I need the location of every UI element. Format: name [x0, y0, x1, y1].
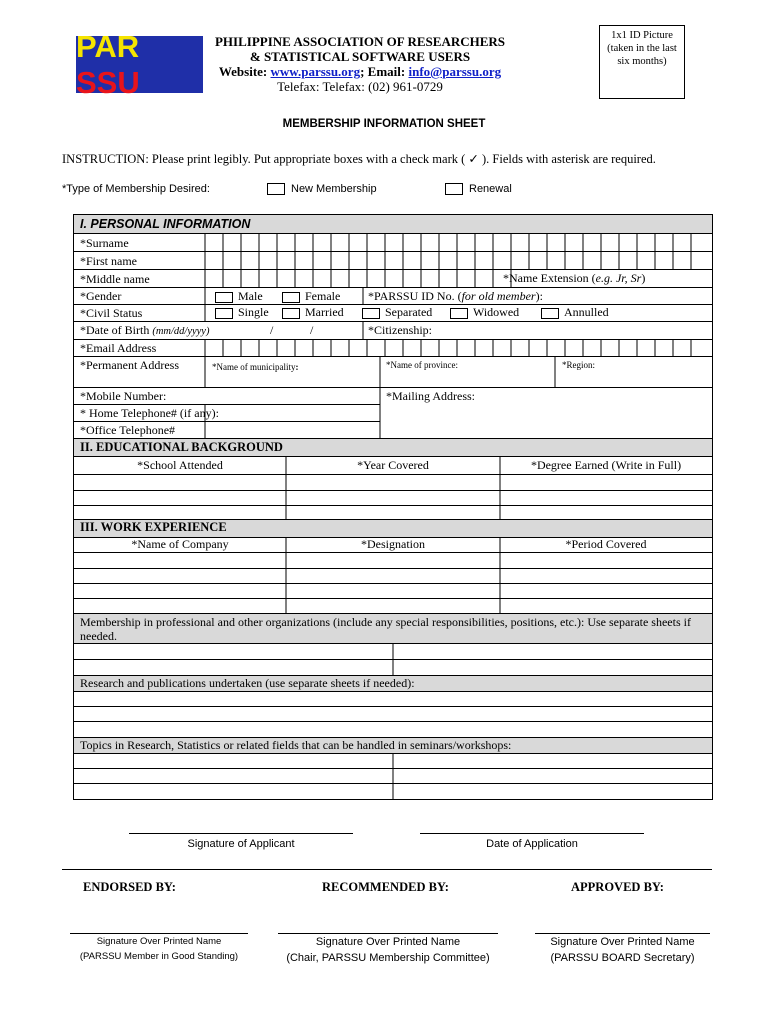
id-picture-box [599, 25, 685, 99]
separated-label: Separated [385, 305, 433, 319]
female-checkbox[interactable] [282, 292, 300, 303]
applicant-signature-line [129, 833, 353, 834]
membership-orgs-label: Membership in professional and other organizations (include any special responsibilities, positions, etc.): Use separate sheets if needed. [80, 615, 691, 643]
separated-checkbox[interactable] [362, 308, 380, 319]
mailing-address-label: *Mailing Address: [386, 389, 475, 403]
first-name-label: *First name [80, 254, 137, 268]
divider [62, 869, 712, 870]
recommended-sig-name: Signature Over Printed Name [315, 936, 461, 948]
parssu-id-label [368, 289, 543, 303]
date-line [420, 833, 644, 834]
period-covered-header: *Period Covered [565, 537, 647, 551]
permanent-address-label: *Permanent Address [80, 358, 179, 372]
approved-signature-line [535, 933, 710, 934]
renewal-option[interactable] [445, 183, 512, 195]
mobile-label: *Mobile Number: [80, 389, 167, 403]
office-telephone-label: *Office Telephone# [80, 423, 176, 437]
dob-format: (mm/dd/yyyy) [152, 326, 210, 337]
personal-info-heading: I. PERSONAL INFORMATION [80, 217, 251, 231]
sheet-title: MEMBERSHIP INFORMATION SHEET [282, 118, 486, 130]
new-membership-option[interactable] [267, 183, 377, 195]
company-name-header: *Name of Company [131, 537, 229, 551]
married-checkbox[interactable] [282, 308, 300, 319]
name-extension-text: *Name Extension ( [503, 271, 596, 285]
date-application-label: Date of Application [486, 838, 578, 850]
membership-type-label: *Type of Membership Desired: [62, 183, 210, 195]
dob-label [80, 323, 209, 339]
designation-header: *Designation [361, 537, 425, 551]
citizenship-label: *Citizenship: [368, 323, 432, 337]
id-picture-label: 1x1 ID Picture (taken in the last six months) [607, 30, 677, 67]
applicant-signature-label: Signature of Applicant [187, 838, 295, 850]
name-extension-close: ) [641, 271, 646, 285]
org-header [210, 34, 510, 94]
civil-separated-option[interactable] [362, 305, 432, 319]
married-label: Married [305, 305, 344, 319]
civil-single-option[interactable] [215, 305, 269, 319]
widowed-label: Widowed [473, 305, 520, 319]
civil-widowed-option[interactable] [450, 305, 519, 319]
parssu-id-close: ): [535, 289, 543, 303]
logo-text-par: PAR [76, 28, 140, 64]
education-heading: II. EDUCATIONAL BACKGROUND [80, 440, 283, 454]
gender-female-option[interactable] [282, 289, 340, 303]
year-covered-header: *Year Covered [357, 458, 429, 472]
name-extension-label [503, 271, 645, 285]
new-membership-checkbox[interactable] [267, 183, 285, 195]
endorsed-by-label: ENDORSED BY: [83, 880, 176, 894]
logo-text-ssu: SSU [76, 64, 140, 100]
municipality-text: *Name of municipality [212, 362, 296, 372]
parssu-id-text: *PARSSU ID No. ( [368, 289, 462, 303]
email-link[interactable]: info@parssu.org [408, 64, 502, 79]
membership-form [73, 214, 713, 800]
dob-slash-2: / [310, 323, 314, 337]
region-label: *Region: [562, 360, 595, 370]
name-extension-example: e.g. Jr, Sr [595, 271, 642, 285]
civil-annulled-option[interactable] [541, 305, 609, 319]
surname-label: *Surname [80, 236, 129, 250]
telefax: Telefax: Telefax: (02) 961-0729 [277, 79, 443, 94]
org-name-line1: PHILIPPINE ASSOCIATION OF RESEARCHERS [214, 34, 506, 49]
female-label: Female [305, 289, 341, 303]
dob-text: *Date of Birth [80, 323, 153, 337]
widowed-checkbox[interactable] [450, 308, 468, 319]
work-heading: III. WORK EXPERIENCE [80, 520, 227, 534]
recommended-by-label: RECOMMENDED BY: [322, 880, 449, 894]
endorsed-signature-line [70, 933, 248, 934]
single-checkbox[interactable] [215, 308, 233, 319]
approved-by-label: APPROVED BY: [571, 880, 664, 894]
male-label: Male [238, 289, 263, 303]
new-membership-label: New Membership [291, 183, 377, 195]
home-telephone-label: * Home Telephone# (if any): [80, 406, 219, 420]
recommended-signature-line [278, 933, 498, 934]
civil-status-label: *Civil Status [80, 306, 143, 320]
parssu-id-hint: for old member [461, 289, 536, 303]
municipality-label [212, 360, 298, 374]
male-checkbox[interactable] [215, 292, 233, 303]
renewal-checkbox[interactable] [445, 183, 463, 195]
degree-earned-header: *Degree Earned (Write in Full) [530, 458, 682, 472]
research-label: Research and publications undertaken (use separate sheets if needed): [80, 676, 415, 690]
website-link[interactable]: www.parssu.org [270, 64, 361, 79]
parssu-logo [76, 28, 203, 100]
recommended-sig-role: (Chair, PARSSU Membership Committee) [286, 952, 490, 964]
endorsed-sig-name: Signature Over Printed Name [96, 936, 222, 947]
membership-type-row [62, 183, 210, 195]
email-label: *Email Address [80, 341, 157, 355]
topics-label: Topics in Research, Statistics or related fields that can be handled in seminars/workshops: [80, 738, 512, 752]
annulled-label: Annulled [564, 305, 609, 319]
civil-married-option[interactable] [282, 305, 344, 319]
annulled-checkbox[interactable] [541, 308, 559, 319]
gender-male-option[interactable] [215, 289, 263, 303]
org-name-line2: & STATISTICAL SOFTWARE USERS [249, 49, 471, 64]
gender-label: *Gender [80, 289, 122, 303]
website-label: Website: [218, 64, 271, 79]
renewal-label: Renewal [469, 183, 512, 195]
dob-slash-1: / [270, 323, 274, 337]
school-attended-header: *School Attended [137, 458, 223, 472]
endorsed-sig-role: (PARSSU Member in Good Standing) [79, 951, 239, 962]
approved-sig-name: Signature Over Printed Name [550, 936, 695, 948]
instruction: INSTRUCTION: Please print legibly. Put appropriate boxes with a check mark ( ✓ ). Fields with asterisk are required. [62, 152, 656, 166]
middle-name-label: *Middle name [80, 272, 150, 286]
province-label: *Name of province: [386, 360, 458, 370]
municipality-colon: : [295, 362, 299, 372]
email-label: ; Email: [360, 64, 409, 79]
single-label: Single [238, 305, 269, 319]
approved-sig-role: (PARSSU BOARD Secretary) [550, 952, 695, 964]
